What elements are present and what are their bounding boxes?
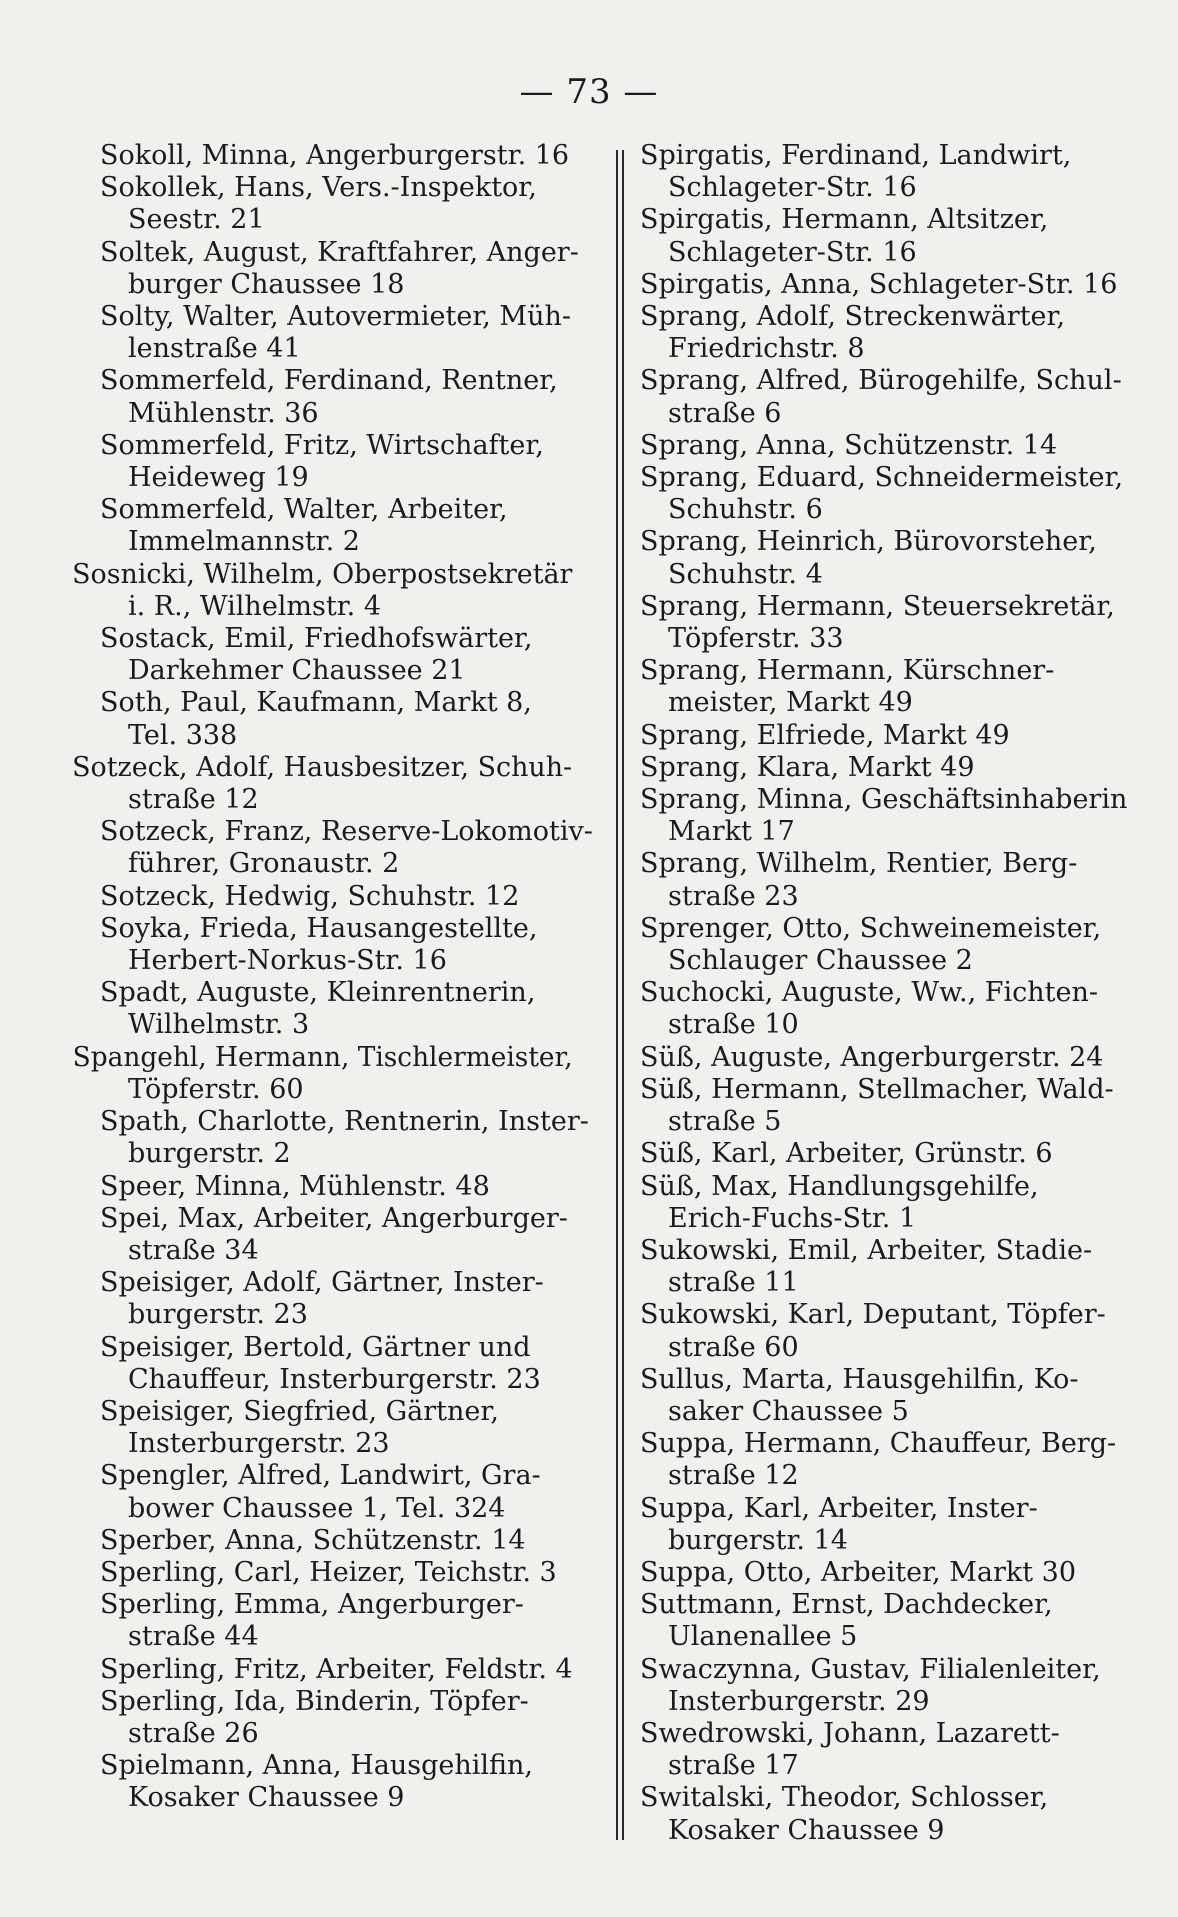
directory-entry bbox=[640, 1074, 1145, 1138]
entry-line: straße 44 bbox=[128, 1621, 259, 1653]
entry-line: straße 23 bbox=[668, 880, 799, 912]
directory-entry bbox=[640, 1042, 1145, 1074]
entry-line: Kosaker Chaussee 9 bbox=[668, 1814, 945, 1846]
entry-line: Süß, Max, Handlungsgehilfe, bbox=[640, 1170, 1039, 1202]
entry-line: Spath, Charlotte, Rentnerin, Inster- bbox=[100, 1106, 589, 1138]
entry-line: Sperling, Ida, Binderin, Töpfer- bbox=[100, 1685, 529, 1717]
entry-line: Sullus, Marta, Hausgehilfin, Ko- bbox=[640, 1363, 1079, 1395]
directory-entry bbox=[640, 1493, 1145, 1557]
entry-line: Sommerfeld, Walter, Arbeiter, bbox=[100, 494, 508, 526]
entry-line: Mühlenstr. 36 bbox=[128, 397, 319, 429]
entry-line: Spangehl, Hermann, Tischlermeister, bbox=[72, 1041, 573, 1073]
directory-entry bbox=[640, 1171, 1145, 1235]
entry-line: Spirgatis, Ferdinand, Landwirt, bbox=[640, 140, 1072, 171]
entry-line: i. R., Wilhelmstr. 4 bbox=[128, 590, 382, 622]
entry-line: Sommerfeld, Ferdinand, Rentner, bbox=[100, 365, 558, 397]
directory-entry bbox=[100, 1106, 600, 1170]
directory-entry bbox=[100, 1332, 600, 1396]
directory-entry bbox=[100, 1525, 600, 1557]
entry-line: Sprang, Minna, Geschäftsinhaberin bbox=[640, 784, 1128, 816]
entry-line: Sperling, Carl, Heizer, Teichstr. 3 bbox=[100, 1556, 557, 1588]
directory-entry bbox=[72, 558, 600, 623]
directory-entry bbox=[100, 301, 600, 365]
column-divider-line bbox=[622, 150, 624, 1840]
directory-entry bbox=[100, 816, 600, 880]
entry-line: Sotzeck, Franz, Reserve-Lokomotiv- bbox=[100, 816, 593, 848]
directory-entry bbox=[640, 1364, 1145, 1428]
directory-entry bbox=[640, 913, 1145, 977]
entry-line: Sperber, Anna, Schützenstr. 14 bbox=[100, 1524, 526, 1556]
directory-entry bbox=[640, 269, 1145, 301]
entry-line: Darkehmer Chaussee 21 bbox=[128, 655, 466, 687]
entry-line: Süß, Auguste, Angerburgerstr. 24 bbox=[640, 1041, 1104, 1073]
entry-line: Switalski, Theodor, Schlosser, bbox=[640, 1782, 1049, 1814]
entry-line: lenstraße 41 bbox=[128, 333, 301, 365]
entry-line: Sprang, Eduard, Schneidermeister, bbox=[640, 462, 1124, 494]
directory-entry bbox=[100, 140, 600, 172]
entry-line: straße 5 bbox=[668, 1106, 782, 1138]
directory-entry bbox=[640, 365, 1145, 429]
entry-line: Solty, Walter, Autovermieter, Müh- bbox=[100, 301, 571, 333]
directory-entry bbox=[100, 1171, 600, 1203]
entry-line: Schlauger Chaussee 2 bbox=[668, 945, 973, 977]
directory-entry bbox=[640, 430, 1145, 462]
directory-entry bbox=[100, 1589, 600, 1653]
directory-entry bbox=[640, 301, 1145, 365]
entry-line: straße 60 bbox=[668, 1331, 799, 1363]
entry-line: Sostack, Emil, Friedhofswärter, bbox=[100, 623, 533, 655]
entry-line: burgerstr. 2 bbox=[128, 1138, 291, 1170]
entry-line: Sprenger, Otto, Schweinemeister, bbox=[640, 912, 1102, 944]
directory-entry bbox=[640, 1557, 1145, 1589]
entry-line: Sotzeck, Hedwig, Schuhstr. 12 bbox=[100, 880, 520, 912]
entry-line: burgerstr. 14 bbox=[668, 1524, 848, 1556]
entry-line: Chauffeur, Insterburgerstr. 23 bbox=[128, 1363, 541, 1395]
left-column bbox=[72, 140, 600, 1815]
directory-entry bbox=[640, 977, 1145, 1041]
directory-entry bbox=[72, 751, 600, 816]
entry-line: Immelmannstr. 2 bbox=[128, 526, 360, 558]
entry-line: Soth, Paul, Kaufmann, Markt 8, bbox=[100, 687, 532, 719]
entry-line: Tel. 338 bbox=[128, 719, 238, 751]
entry-line: führer, Gronaustr. 2 bbox=[128, 848, 400, 880]
directory-entry bbox=[640, 526, 1145, 590]
entry-line: Töpferstr. 60 bbox=[128, 1073, 304, 1105]
entry-line: Sprang, Hermann, Steuersekretär, bbox=[640, 590, 1115, 622]
directory-entry bbox=[100, 1267, 600, 1331]
entry-line: Spengler, Alfred, Landwirt, Gra- bbox=[100, 1460, 541, 1492]
right-column bbox=[640, 140, 1145, 1847]
entry-line: Schuhstr. 6 bbox=[668, 494, 823, 526]
entry-line: burger Chaussee 18 bbox=[128, 268, 405, 300]
directory-entry bbox=[100, 1557, 600, 1589]
entry-line: Spei, Max, Arbeiter, Angerburger- bbox=[100, 1202, 568, 1234]
entry-line: Sotzeck, Adolf, Hausbesitzer, Schuh- bbox=[72, 751, 573, 783]
entry-line: Schlageter-Str. 16 bbox=[668, 172, 917, 204]
entry-line: Speisiger, Siegfried, Gärtner, bbox=[100, 1395, 499, 1427]
entry-line: Spirgatis, Anna, Schlageter-Str. 16 bbox=[640, 268, 1118, 300]
entry-line: Kosaker Chaussee 9 bbox=[128, 1782, 405, 1814]
directory-entry bbox=[100, 1654, 600, 1686]
entry-line: Sukowski, Karl, Deputant, Töpfer- bbox=[640, 1299, 1106, 1331]
entry-line: Soltek, August, Kraftfahrer, Anger- bbox=[100, 236, 579, 268]
directory-entry bbox=[100, 1686, 600, 1750]
column-divider-line bbox=[616, 150, 618, 1840]
entry-line: Suppa, Otto, Arbeiter, Markt 30 bbox=[640, 1556, 1077, 1588]
entry-line: Speisiger, Bertold, Gärtner und bbox=[100, 1331, 531, 1363]
directory-entry bbox=[640, 1589, 1145, 1653]
entry-line: Sprang, Wilhelm, Rentier, Berg- bbox=[640, 848, 1078, 880]
directory-entry bbox=[640, 655, 1145, 719]
entry-line: Suppa, Karl, Arbeiter, Inster- bbox=[640, 1492, 1038, 1524]
entry-line: straße 10 bbox=[668, 1009, 799, 1041]
entry-line: straße 34 bbox=[128, 1234, 259, 1266]
entry-line: Markt 17 bbox=[668, 816, 795, 848]
entry-line: Speisiger, Adolf, Gärtner, Inster- bbox=[100, 1267, 544, 1299]
entry-line: Insterburgerstr. 29 bbox=[668, 1685, 930, 1717]
entry-line: Erich-Fuchs-Str. 1 bbox=[668, 1202, 917, 1234]
entry-line: Spadt, Auguste, Kleinrentnerin, bbox=[100, 977, 536, 1009]
entry-line: Friedrichstr. 8 bbox=[668, 333, 865, 365]
directory-entry bbox=[100, 1460, 600, 1524]
directory-entry bbox=[100, 977, 600, 1041]
entry-line: Herbert-Norkus-Str. 16 bbox=[128, 945, 447, 977]
entry-line: Spirgatis, Hermann, Altsitzer, bbox=[640, 204, 1049, 236]
entry-line: Süß, Karl, Arbeiter, Grünstr. 6 bbox=[640, 1138, 1053, 1170]
entry-line: Ulanenallee 5 bbox=[668, 1621, 858, 1653]
entry-line: straße 6 bbox=[668, 397, 782, 429]
entry-line: straße 11 bbox=[668, 1267, 799, 1299]
directory-entry bbox=[640, 784, 1145, 848]
entry-line: straße 17 bbox=[668, 1750, 799, 1782]
entry-line: Sprang, Heinrich, Bürovorsteher, bbox=[640, 526, 1097, 558]
directory-entry bbox=[100, 1203, 600, 1267]
entry-line: Sosnicki, Wilhelm, Oberpostsekretär bbox=[72, 558, 573, 590]
directory-entry bbox=[100, 430, 600, 494]
entry-line: Sprang, Alfred, Bürogehilfe, Schul- bbox=[640, 365, 1122, 397]
entry-line: Sperling, Fritz, Arbeiter, Feldstr. 4 bbox=[100, 1653, 573, 1685]
directory-entry bbox=[640, 462, 1145, 526]
directory-entry bbox=[100, 881, 600, 913]
directory-entry bbox=[640, 1428, 1145, 1492]
entry-line: Sprang, Klara, Markt 49 bbox=[640, 751, 975, 783]
directory-entry bbox=[100, 494, 600, 558]
entry-line: Swaczynna, Gustav, Filialenleiter, bbox=[640, 1653, 1101, 1685]
directory-entry bbox=[640, 591, 1145, 655]
directory-entry bbox=[640, 1299, 1145, 1363]
entry-line: saker Chaussee 5 bbox=[668, 1395, 909, 1427]
entry-line: Seestr. 21 bbox=[128, 204, 265, 236]
entry-line: bower Chaussee 1, Tel. 324 bbox=[128, 1492, 506, 1524]
entry-line: Sommerfeld, Fritz, Wirtschafter, bbox=[100, 429, 544, 461]
entry-line: Sprang, Anna, Schützenstr. 14 bbox=[640, 429, 1058, 461]
entry-line: meister, Markt 49 bbox=[668, 687, 913, 719]
directory-entry bbox=[640, 752, 1145, 784]
directory-entry bbox=[640, 204, 1145, 268]
entry-line: Spielmann, Anna, Hausgehilfin, bbox=[100, 1750, 534, 1782]
directory-entry bbox=[100, 1396, 600, 1460]
entry-line: Sukowski, Emil, Arbeiter, Stadie- bbox=[640, 1234, 1093, 1266]
directory-entry bbox=[100, 237, 600, 301]
directory-entry bbox=[640, 848, 1145, 912]
entry-line: Sokoll, Minna, Angerburgerstr. 16 bbox=[100, 140, 570, 171]
entry-line: Wilhelmstr. 3 bbox=[128, 1009, 310, 1041]
entry-line: Schlageter-Str. 16 bbox=[668, 236, 917, 268]
directory-entry bbox=[640, 1138, 1145, 1170]
entry-line: Sperling, Emma, Angerburger- bbox=[100, 1589, 524, 1621]
entry-line: Insterburgerstr. 23 bbox=[128, 1428, 390, 1460]
page-number: — 73 — bbox=[519, 72, 659, 112]
directory-entry bbox=[640, 1654, 1145, 1718]
directory-entry bbox=[100, 1750, 600, 1814]
directory-entry bbox=[640, 720, 1145, 752]
entry-line: Töpferstr. 33 bbox=[668, 623, 844, 655]
directory-entry bbox=[100, 913, 600, 977]
entry-line: Sprang, Elfriede, Markt 49 bbox=[640, 719, 1010, 751]
entry-line: Sokollek, Hans, Vers.-Inspektor, bbox=[100, 172, 537, 204]
entry-line: Süß, Hermann, Stellmacher, Wald- bbox=[640, 1073, 1114, 1105]
entry-line: Sprang, Hermann, Kürschner- bbox=[640, 655, 1055, 687]
directory-entry bbox=[100, 623, 600, 687]
entry-line: Soyka, Frieda, Hausangestellte, bbox=[100, 912, 538, 944]
entry-line: Suttmann, Ernst, Dachdecker, bbox=[640, 1589, 1053, 1621]
entry-line: straße 12 bbox=[128, 784, 259, 816]
entry-line: Heideweg 19 bbox=[128, 462, 309, 494]
entry-line: Suchocki, Auguste, Ww., Fichten- bbox=[640, 977, 1098, 1009]
entry-line: Speer, Minna, Mühlenstr. 48 bbox=[100, 1170, 490, 1202]
directory-entry bbox=[640, 140, 1145, 204]
entry-line: straße 26 bbox=[128, 1717, 259, 1749]
directory-entry bbox=[100, 365, 600, 429]
directory-entry bbox=[640, 1718, 1145, 1782]
entry-line: Swedrowski, Johann, Lazarett- bbox=[640, 1717, 1060, 1749]
entry-line: Suppa, Hermann, Chauffeur, Berg- bbox=[640, 1428, 1117, 1460]
directory-entry bbox=[100, 687, 600, 751]
entry-line: Sprang, Adolf, Streckenwärter, bbox=[640, 301, 1066, 333]
entry-line: straße 12 bbox=[668, 1460, 799, 1492]
directory-entry bbox=[72, 1041, 600, 1106]
entry-line: burgerstr. 23 bbox=[128, 1299, 308, 1331]
entry-line: Schuhstr. 4 bbox=[668, 558, 823, 590]
directory-entry bbox=[640, 1235, 1145, 1299]
directory-entry bbox=[100, 172, 600, 236]
directory-entry bbox=[640, 1782, 1145, 1846]
